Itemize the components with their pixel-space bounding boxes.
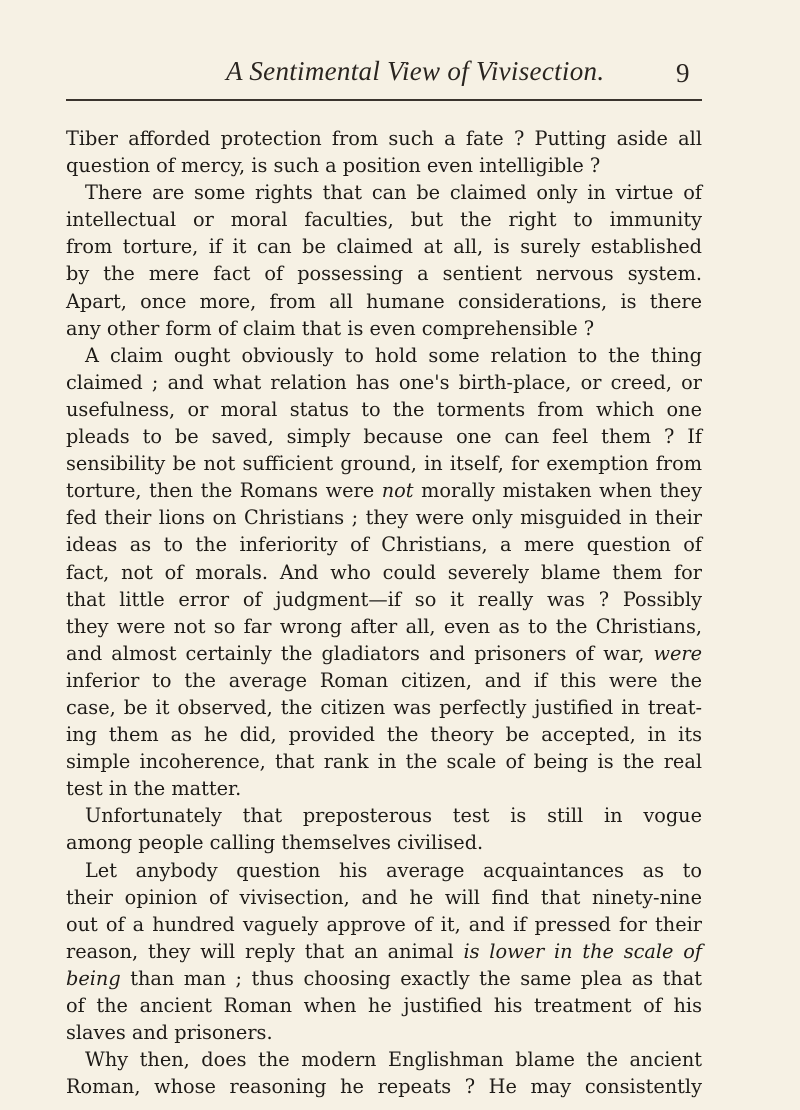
text-line: they were not so far wrong after all, even as to the Christians,: [66, 614, 702, 638]
text-line: and almost certainly the gladiators and prisoners of war, were: [66, 641, 702, 665]
text-line: any other form of claim that is even comprehensible ?: [66, 316, 595, 340]
text-line: simple incoherence, that rank in the scale of being is the real: [66, 750, 702, 774]
text-line: ing them as he did, provided the theory be accepted, in its: [66, 723, 702, 747]
text-line: Let anybody question his average acquaintances as to: [85, 858, 702, 882]
text-line: claimed ; and what relation has one's birth-place, or creed, or: [66, 370, 702, 394]
header-rule: [66, 99, 702, 101]
running-title: A Sentimental View of Vivisection.: [226, 56, 605, 86]
text-line: sensibility be not sufficient ground, in itself, for exemption from: [66, 452, 702, 476]
text-line: being than man ; thus choosing exactly the same plea as that: [66, 966, 702, 990]
text-line: inferior to the average Roman citizen, and if this were the: [66, 668, 702, 692]
text-line: Roman, whose reasoning he repeats ? He may consistently: [66, 1075, 702, 1099]
text-line: case, be it observed, the citizen was perfectly justified in treat-: [66, 695, 702, 719]
italic-emphasis: not: [381, 479, 414, 503]
running-header: [0, 56, 800, 96]
text-line: Tiber afforded protection from such a fate ? Putting aside all: [66, 127, 702, 150]
text-line: their opinion of vivisection, and he will find that ninety-nine: [66, 885, 702, 909]
text-line: question of mercy, is such a position even intelligible ?: [66, 154, 601, 178]
italic-emphasis: being: [66, 966, 121, 990]
text-line: by the mere fact of possessing a sentient nervous system.: [66, 262, 702, 286]
text-line: slaves and prisoners.: [66, 1021, 273, 1045]
text-line: of the ancient Roman when he justified his treatment of his: [66, 994, 702, 1017]
text-line: fed their lions on Christians ; they were only misguided in their: [66, 506, 702, 530]
text-line: among people calling themselves civilised.: [66, 831, 484, 855]
text-line: Unfortunately that preposterous test is still in vogue: [85, 804, 702, 828]
text-line: from torture, if it can be claimed at all, is surely established: [66, 235, 702, 259]
text-line: that little error of judgment—if so it really was ? Possibly: [66, 587, 702, 611]
text-line: Apart, once more, from all humane considerations, is there: [66, 289, 702, 313]
text-line: There are some rights that can be claimed only in virtue of: [85, 181, 702, 205]
italic-emphasis: is lower in the scale of: [463, 939, 702, 963]
body-text: [66, 125, 702, 1100]
text-line: ideas as to the inferiority of Christians, a mere question of: [66, 533, 702, 557]
text-line: Why then, does the modern Englishman blame the ancient: [85, 1048, 702, 1072]
text-line: torture, then the Romans were not morally mistaken when they: [66, 479, 702, 503]
text-line: out of a hundred vaguely approve of it, and if pressed for their: [66, 912, 702, 936]
italic-emphasis: were: [653, 641, 702, 665]
text-line: usefulness, or moral status to the torments from which one: [66, 397, 702, 421]
text-line: intellectual or moral faculties, but the right to immunity: [66, 208, 702, 232]
text-line: fact, not of morals. And who could severely blame them for: [66, 560, 702, 584]
text-line: test in the matter.: [66, 777, 242, 801]
page-number: 9: [676, 58, 690, 88]
text-line: A claim ought obviously to hold some relation to the thing: [85, 343, 702, 367]
text-line: reason, they will reply that an animal is lower in the scale of: [66, 939, 702, 963]
text-line: pleads to be saved, simply because one can feel them ? If: [66, 425, 702, 449]
